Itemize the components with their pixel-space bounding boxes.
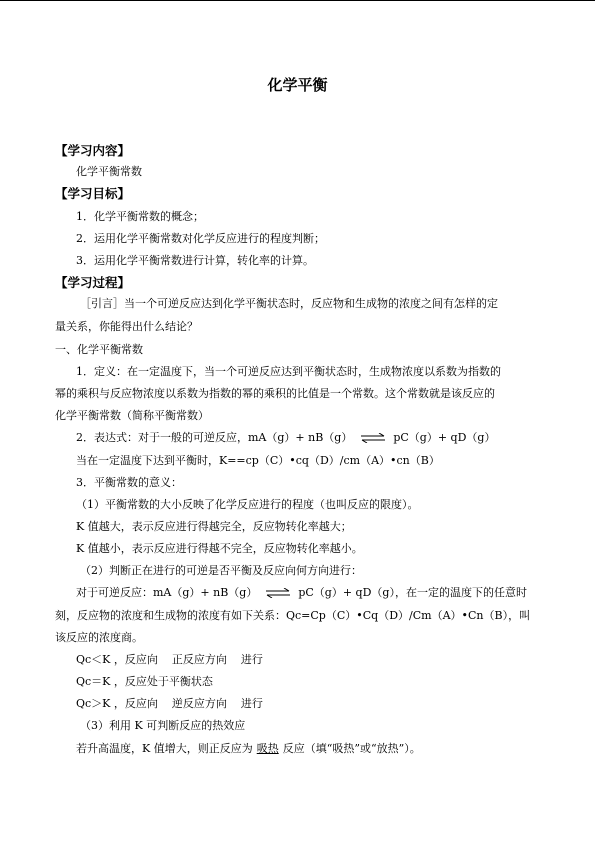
k-small-text: K 值越小，表示反应进行得越不完全，反应物转化率越小。 (76, 542, 363, 555)
intro-line: ［引言］当一个可逆反应达到化学平衡状态时，反应物和生成物的浓度之间有怎样的定 (80, 297, 498, 310)
qc-case (76, 653, 263, 667)
reversible-arrow-icon (360, 433, 386, 443)
meaning-heading: 3．平衡常数的意义： (76, 476, 182, 489)
meaning-point: （1）平衡常数的大小反映了化学反应进行的程度（也叫反应的限度）。 (76, 498, 419, 511)
goal-item: 1．化学平衡常数的概念； (76, 210, 204, 223)
quotient-right: pC（g）+ qD（g），在一定的温度下的任意时 (298, 586, 527, 599)
k-expression: 当在一定温度下达到平衡时，K==cp（C）•cq（D）/cm（A）•cn（B） (76, 454, 440, 467)
case-condition: Qc＝K ，反应处于平衡状态 (76, 675, 213, 688)
goal-item: 2．运用化学平衡常数对化学反应进行的程度判断； (76, 232, 325, 245)
case-action: 进行 (240, 653, 263, 666)
heat-before: 若升高温度，K 值增大，则正反应为 (76, 742, 253, 755)
goal-item: 3．运用化学平衡常数进行计算，转化率的计算。 (76, 254, 314, 267)
content-heading: 【学习内容】 (55, 143, 131, 158)
quotient-left: 对于可逆反应：mA（g）+ nB（g） (76, 586, 258, 599)
quotient-line (76, 586, 527, 600)
case-direction: 正反应方向 (171, 653, 227, 666)
goals-heading: 【学习目标】 (55, 186, 131, 201)
intro-line: 量关系，你能得出什么结论？ (55, 320, 198, 333)
content-text: 化学平衡常数 (76, 165, 142, 178)
expression-right: pC（g）+ qD（g） (393, 431, 496, 444)
qc-case (76, 697, 263, 711)
page-title: 化学平衡 (267, 76, 328, 94)
quotient-line: 该反应的浓度商。 (55, 631, 143, 644)
case-condition: Qc＞K ，反应向 (76, 697, 158, 710)
part1-heading: 一、化学平衡常数 (55, 343, 143, 356)
definition-line: 化学平衡常数（简称平衡常数） (55, 409, 209, 422)
case-action: 进行 (240, 697, 263, 710)
process-heading: 【学习过程】 (55, 275, 131, 290)
case-direction: 逆反应方向 (171, 697, 227, 710)
expression-line (76, 431, 495, 445)
expression-left: 2．表达式：对于一般的可逆反应，mA（g）+ nB（g） (76, 431, 353, 444)
case-condition: Qc＜K ，反应向 (76, 653, 158, 666)
answer-blank: 吸热 (256, 742, 279, 755)
heat-after: 反应（填“吸热”或“放热”）。 (282, 742, 421, 755)
meaning-point: （2）判断正在进行的可逆是否平衡及反应向何方向进行： (80, 564, 362, 577)
definition-line: 幂的乘积与反应物浓度以系数为指数的幂的乘积的比值是一个常数。这个常数就是该反应的 (55, 387, 495, 400)
k-large-text: K 值越大，表示反应进行得越完全，反应物转化率越大； (76, 520, 352, 533)
reversible-arrow-icon (265, 588, 291, 598)
meaning-point: （3）利用 K 可判断反应的热效应 (80, 719, 246, 732)
quotient-line: 刻，反应物的浓度和生成物的浓度有如下关系：Qc=Cp（C）•Cq（D）/Cm（A）•Cn（B），叫 (55, 609, 531, 622)
qc-case (76, 675, 213, 689)
definition-line: 1．定义：在一定温度下，当一个可逆反应达到平衡状态时，生成物浓度以系数为指数的 (76, 365, 501, 378)
heat-effect-line (76, 742, 421, 756)
